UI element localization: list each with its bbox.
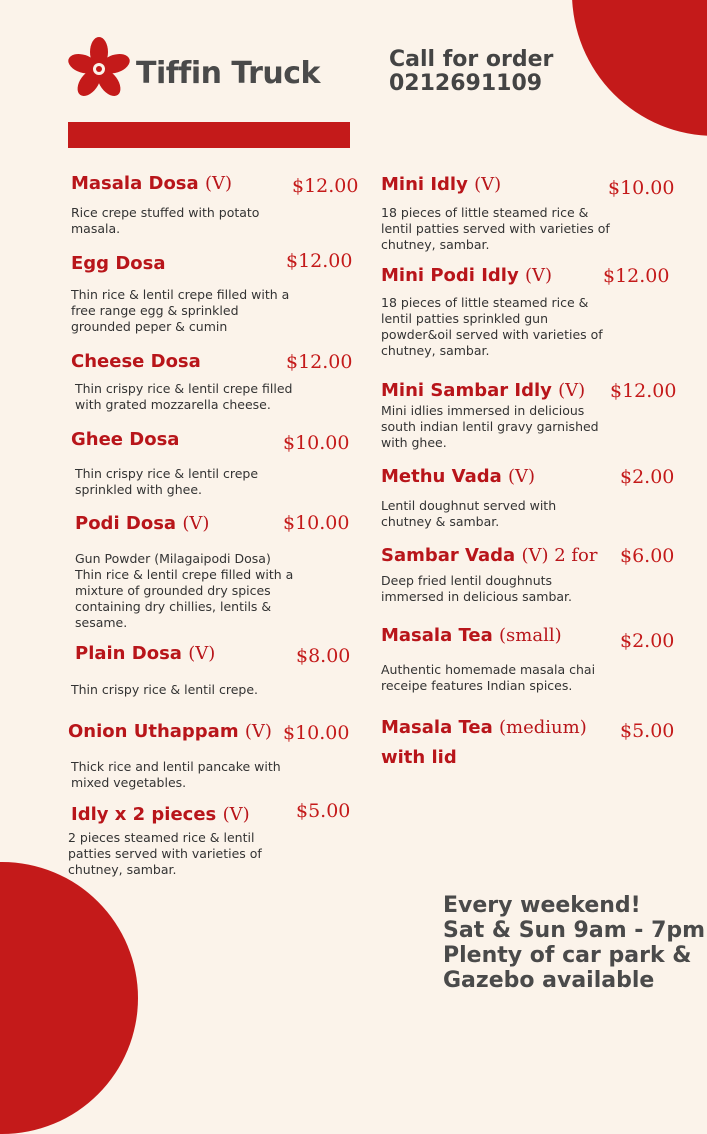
menu-item-price: $10.00: [283, 512, 350, 534]
contact-block: [389, 48, 553, 96]
menu-item-name: Methu Vada (V): [381, 466, 536, 487]
menu-item-price: $10.00: [283, 432, 350, 454]
menu-item-name: Plain Dosa (V): [75, 643, 216, 664]
call-for-order-label: Call for order: [389, 47, 554, 72]
menu-item-description: Lentil doughnut served with chutney & sambar.: [381, 498, 557, 529]
menu-item-name: Idly x 2 pieces (V): [71, 804, 250, 825]
menu-item-name: Egg Dosa: [71, 253, 166, 274]
menu-item-name: Masala Dosa (V): [71, 173, 232, 194]
decorative-circle-bottom-left: [0, 862, 138, 1134]
menu-item-name: Mini Sambar Idly (V): [381, 380, 586, 401]
flower-icon: [66, 36, 132, 102]
menu-item-name: Masala Tea (small): [381, 625, 562, 646]
menu-item-name: Mini Podi Idly (V): [381, 265, 553, 286]
menu-item-price: $2.00: [620, 466, 675, 488]
brand-name: Tiffin Truck: [136, 56, 320, 91]
menu-item-description: Thin rice & lentil crepe filled with a free range egg & sprinkled grounded peper & cumin: [71, 287, 290, 334]
opening-hours-note: Every weekend! Sat & Sun 9am - 7pm Plenty of car park & Gazebo available: [443, 893, 706, 993]
menu-item-price: $6.00: [620, 545, 675, 567]
menu-item-price: $12.00: [286, 351, 353, 373]
menu-item-description: 18 pieces of little steamed rice & lentil patties sprinkled gun powder&oil served with varieties of chutney, sambar.: [381, 295, 603, 358]
menu-item-name: Podi Dosa (V): [75, 513, 210, 534]
menu-item-description: Thick rice and lentil pancake with mixed vegetables.: [71, 759, 281, 790]
menu-item-name: Cheese Dosa: [71, 351, 201, 372]
menu-item-description: Gun Powder (Milagaipodi Dosa) Thin rice & lentil crepe filled with a mixture of grounded dry spices containing dry chillies, lentils & sesame.: [75, 551, 294, 630]
menu-item-name: Ghee Dosa: [71, 429, 180, 450]
menu-item-price: $2.00: [620, 630, 675, 652]
menu-item-description: Mini idlies immersed in delicious south indian lentil gravy garnished with ghee.: [381, 403, 599, 450]
menu-item-price: $12.00: [286, 250, 353, 272]
menu-item-name: Sambar Vada (V) 2 for: [381, 545, 598, 566]
menu-item-description: Thin crispy rice & lentil crepe sprinkled with ghee.: [75, 466, 259, 497]
header-accent-bar: [68, 122, 350, 148]
menu-item-description: Rice crepe stuffed with potato masala.: [71, 205, 260, 236]
menu-item-price: $12.00: [292, 175, 359, 197]
menu-item-price: $10.00: [283, 722, 350, 744]
menu-item-price: $8.00: [296, 645, 351, 667]
menu-item-name: Masala Tea (medium) with lid: [381, 717, 587, 768]
menu-item-price: $12.00: [610, 380, 677, 402]
menu-item-name: Mini Idly (V): [381, 174, 502, 195]
menu-item-description: Deep fried lentil doughnuts immersed in delicious sambar.: [381, 573, 573, 604]
menu-item-name: Onion Uthappam (V): [68, 721, 272, 742]
menu-item-description: 18 pieces of little steamed rice & lentil patties served with varieties of chutney, sambar.: [381, 205, 610, 252]
menu-item-description: Authentic homemade masala chai receipe features Indian spices.: [381, 662, 596, 693]
menu-item-price: $5.00: [620, 720, 675, 742]
menu-item-price: $5.00: [296, 800, 351, 822]
menu-item-price: $10.00: [608, 177, 675, 199]
phone-number[interactable]: 0212691109: [389, 71, 543, 96]
decorative-circle-top-right: [572, 0, 707, 136]
menu-item-description: Thin crispy rice & lentil crepe filled with grated mozzarella cheese.: [75, 381, 293, 412]
menu-item-description: 2 pieces steamed rice & lentil patties served with varieties of chutney, sambar.: [68, 830, 262, 877]
menu-item-description: Thin crispy rice & lentil crepe.: [71, 682, 259, 697]
menu-item-price: $12.00: [603, 265, 670, 287]
